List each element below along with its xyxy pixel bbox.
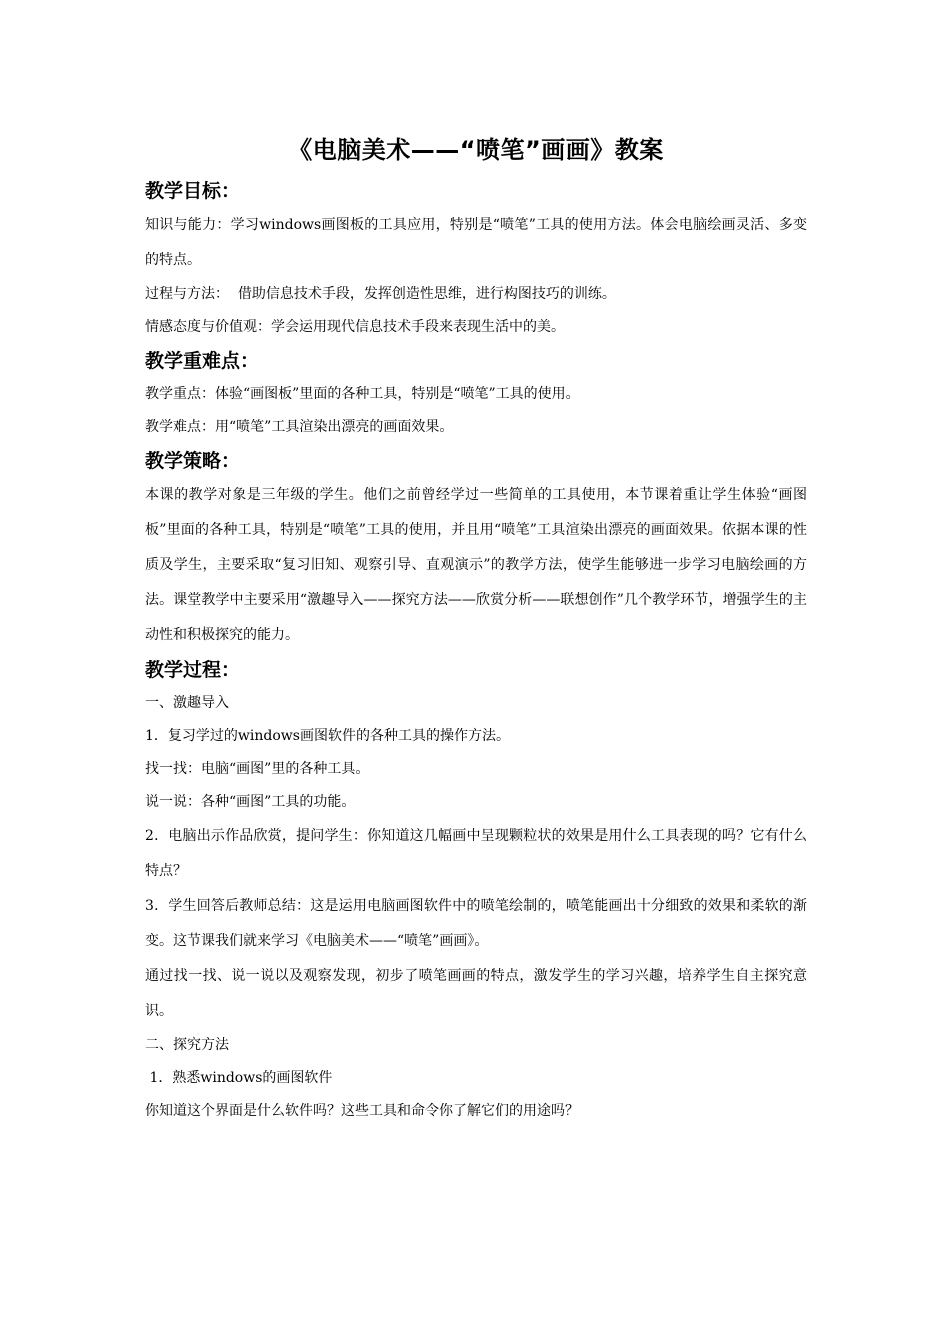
process-item-question: 你知道这个界面是什么软件吗？这些工具和命令你了解它们的用途吗？ — [145, 1103, 579, 1119]
process-item-find: 找一找：电脑“画图”里的各种工具。 — [145, 761, 370, 777]
section-key-points — [145, 344, 807, 444]
key-points-paragraph-focus: 教学重点：体验“画图板”里面的各种工具，特别是“喷笔”工具的使用。 — [145, 386, 580, 402]
process-item-observe: 通过找一找、说一说以及观察发现，初步了喷笔画画的特点，激发学生的学习兴趣，培养学生自主探究意识。 — [145, 968, 807, 1019]
process-item-familiar: 1．熟悉windows的画图软件 — [145, 1070, 333, 1086]
key-points-paragraph-difficulty: 教学难点：用“喷笔”工具渲染出漂亮的画面效果。 — [145, 419, 454, 435]
section-goals — [145, 174, 807, 344]
section-heading-goals: 教学目标： — [145, 180, 241, 202]
goals-paragraph-attitude: 情感态度与价值观：学会运用现代信息技术手段来表现生活中的美。 — [145, 319, 565, 335]
process-item-review: 1．复习学过的windows画图软件的各种工具的操作方法。 — [145, 728, 510, 744]
process-item-say: 说一说：各种“画图”工具的功能。 — [145, 794, 356, 810]
goals-paragraph-knowledge: 知识与能力：学习windows画图板的工具应用，特别是“喷笔”工具的使用方法。体会电脑绘画灵活、多变的特点。 — [145, 217, 807, 268]
process-subheading-explore: 二、探究方法 — [145, 1037, 229, 1053]
document-title: 《电脑美术——“喷笔”画画》教案 — [288, 136, 664, 164]
strategy-paragraph: 本课的教学对象是三年级的学生。他们之前曾经学过一些简单的工具使用，本节课着重让学生体验“画图板”里面的各种工具，特别是“喷笔”工具的使用，并且用“喷笔”工具渲染出漂亮的画面效果。依据本课的性质及学生，主要采取“复习旧知、观察引导、直观演示”的教学方法，使学生能够进一步学习电脑绘画的方法。课堂教学中主要采用“激趣导入——探究方法——欣赏分析——联想创作”几个教学环节，增强学生的主动性和积极探究的能力。 — [145, 487, 807, 643]
process-subheading-intro: 一、激趣导入 — [145, 695, 229, 711]
process-item-appreciate: 2．电脑出示作品欣赏，提问学生：你知道这几幅画中呈现颗粒状的效果是用什么工具表现的吗？它有什么特点？ — [145, 828, 807, 879]
section-heading-strategy: 教学策略： — [145, 450, 241, 472]
section-process — [145, 653, 807, 1128]
goals-paragraph-process: 过程与方法： 借助信息技术手段，发挥创造性思维，进行构图技巧的训练。 — [145, 286, 616, 302]
section-heading-process: 教学过程： — [145, 659, 241, 681]
document-page — [145, 128, 807, 1128]
process-item-summary: 3．学生回答后教师总结：这是运用电脑画图软件中的喷笔绘制的，喷笔能画出十分细致的效果和柔软的渐变。这节课我们就来学习《电脑美术——“喷笔”画画》。 — [145, 898, 807, 949]
section-strategy — [145, 444, 807, 653]
section-heading-key-points: 教学重难点： — [145, 350, 260, 372]
